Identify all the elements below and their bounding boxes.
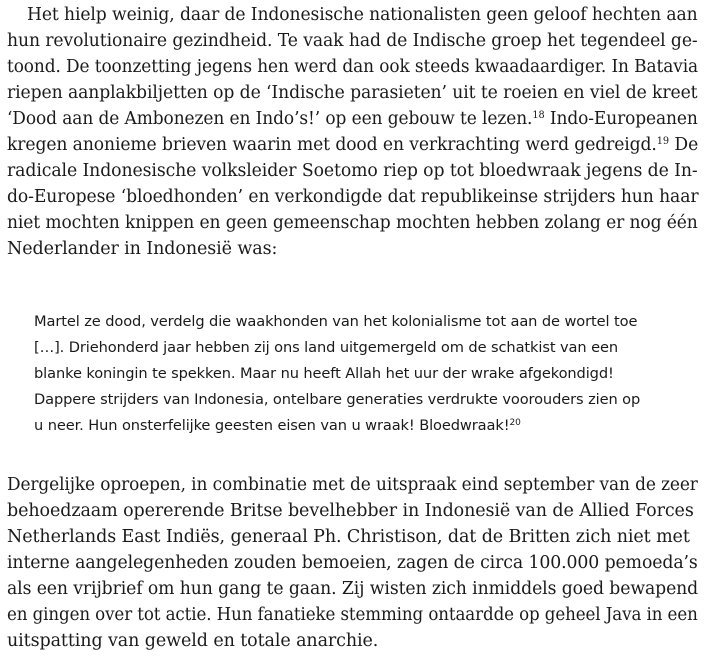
text-line: en gingen over tot actie. Hun fanatieke stemming ontaardde op geheel Java in een	[7, 605, 698, 625]
quote-line: blanke koningin te spekken. Maar nu heeft Allah het uur der wrake afgekondigd!	[34, 365, 614, 382]
text-line: als een vrijbrief om hun gang te gaan. Zij wisten zich inmiddels goed bewapend	[7, 579, 699, 599]
text-line: uitspatting van geweld en totale anarchie.	[7, 631, 379, 651]
text-line: toond. De toonzetting jegens hen werd dan ook steeds kwaadaardiger. In Batavia	[7, 57, 699, 77]
footnote-ref[interactable]: 19	[656, 136, 670, 147]
footnote-ref[interactable]: 20	[509, 418, 521, 428]
footnote-ref[interactable]: 18	[532, 110, 545, 121]
text-line: Het hielp weinig, daar de Indonesische nationalisten geen geloof hechten aan	[27, 5, 698, 25]
text-line: radicale Indonesische volksleider Soetomo riep op tot bloedwraak jegens de In-	[7, 161, 698, 181]
text-line: do-Europese ‘bloedhonden’ en verkondigde dat republikeinse strijders hun haar	[7, 187, 699, 207]
quote-line: Martel ze dood, verdelg die waakhonden van het kolonialisme tot aan de wortel toe	[34, 313, 638, 330]
text-line: behoedzaam opererende Britse bevelhebber in Indonesië van de Allied Forces	[7, 501, 694, 521]
text-line: kregen anonieme brieven waarin met dood en verkrachting werd gedreigd.$^{19}$ De	[7, 135, 699, 155]
quote-line: Dappere strijders van Indonesia, ontelbare generaties verdrukte voorouders zien op	[34, 391, 641, 408]
quote-line: […]. Driehonderd jaar hebben zij ons land uitgemergeld om de schatkist van een	[34, 339, 618, 356]
text-line: ‘Dood aan de Ambonezen en Indo’s!’ op een gebouw te lezen.$^{18}$ Indo-Europeanen	[7, 109, 698, 129]
text-line: interne aangelegenheden zouden bemoeien, zagen de circa 100.000 pemoeda’s	[7, 553, 698, 573]
text-line: Nederlander in Indonesië was:	[7, 239, 278, 259]
text-line: riepen aanplakbiljetten op de ‘Indische parasieten’ uit te roeien en viel de kreet	[7, 83, 698, 103]
text-line: Dergelijke oproepen, in combinatie met de uitspraak eind september van de zeer	[7, 475, 698, 495]
text-line: hun revolutionaire gezindheid. Te vaak had de Indische groep het tegendeel ge-	[7, 31, 698, 51]
quote-line: u neer. Hun onsterfelijke geesten eisen van u wraak! Bloedwraak!$^{20}$	[34, 417, 521, 434]
text-line: Netherlands East Indiës, generaal Ph. Christison, dat de Britten zich niet met	[7, 527, 690, 547]
text-line: niet mochten knippen en geen gemeenschap mochten hebben zolang er nog één	[7, 213, 698, 233]
